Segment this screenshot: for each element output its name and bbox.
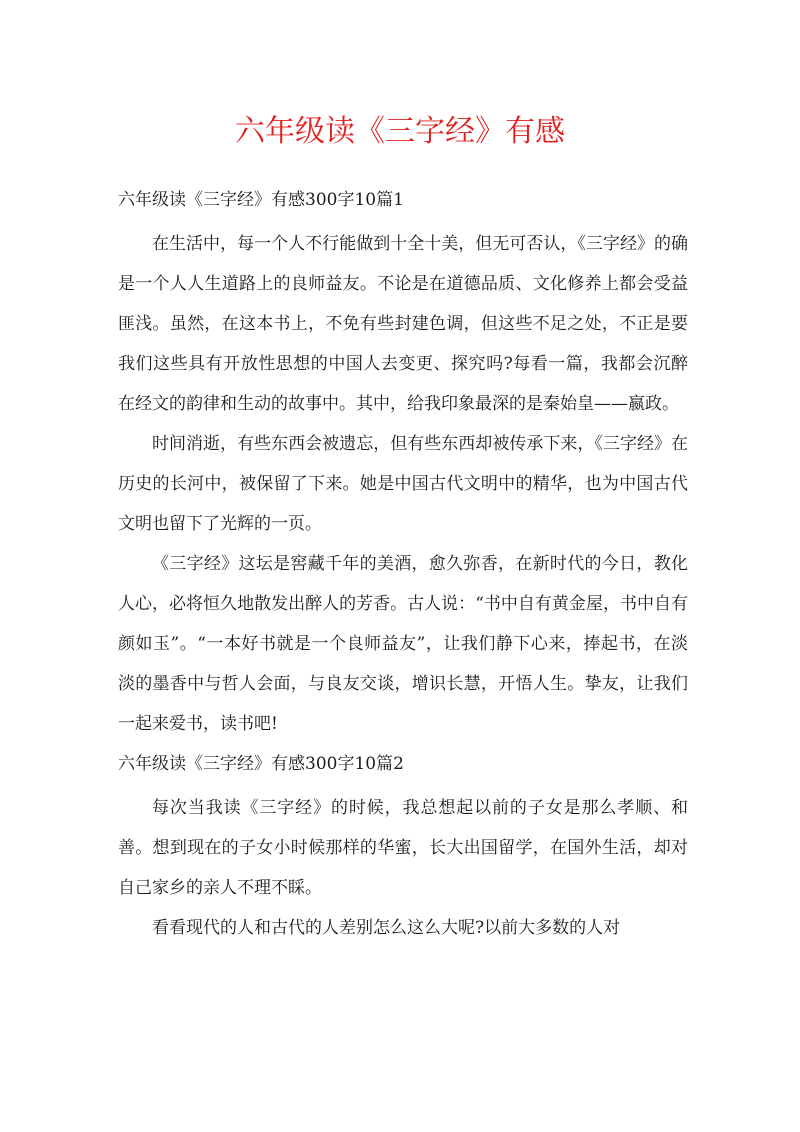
section-heading-2: 六年级读《三字经》有感300字10篇2 bbox=[118, 754, 404, 774]
document-body bbox=[118, 180, 688, 948]
paragraph: 时间消逝，有些东西会被遗忘，但有些东西却被传承下来，《三字经》在历史的长河中，被保留了下来。她是中国古代文明中的精华，也为中国古代文明也留下了光辉的一页。 bbox=[118, 434, 688, 534]
paragraph: 每次当我读《三字经》的时候，我总想起以前的子女是那么孝顺、和善。想到现在的子女小时候那样的华蜜，长大出国留学，在国外生活，却对自己家乡的亲人不理不睬。 bbox=[118, 798, 688, 898]
section-heading-1: 六年级读《三字经》有感300字10篇1 bbox=[118, 190, 404, 210]
paragraph: 看看现代的人和古代的人差别怎么这么大呢?以前大多数的人对 bbox=[152, 918, 621, 938]
paragraph: 在生活中，每一个人不行能做到十全十美，但无可否认，《三字经》的确是一个人人生道路上的良师益友。不论是在道德品质、文化修养上都会受益匪浅。虽然，在这本书上，不免有些封建色调，但这些不足之处，不正是要我们这些具有开放性思想的中国人去变更、探究吗?每看一篇，我都会沉醉在经文的韵律和生动的故事中。其中，给我印象最深的是秦始皇——嬴政。 bbox=[118, 234, 688, 414]
paragraph: 《三字经》这坛是窖藏千年的美酒，愈久弥香，在新时代的今日，教化人心，必将恒久地散发出醉人的芳香。古人说：“书中自有黄金屋，书中自有颜如玉”。“一本好书就是一个良师益友”，让我们静下心来，捧起书，在淡淡的墨香中与哲人会面，与良友交谈，增识长慧，开悟人生。挚友，让我们一起来爱书，读书吧! bbox=[118, 554, 688, 734]
document-title: 六年级读《三字经》有感 bbox=[235, 114, 565, 149]
